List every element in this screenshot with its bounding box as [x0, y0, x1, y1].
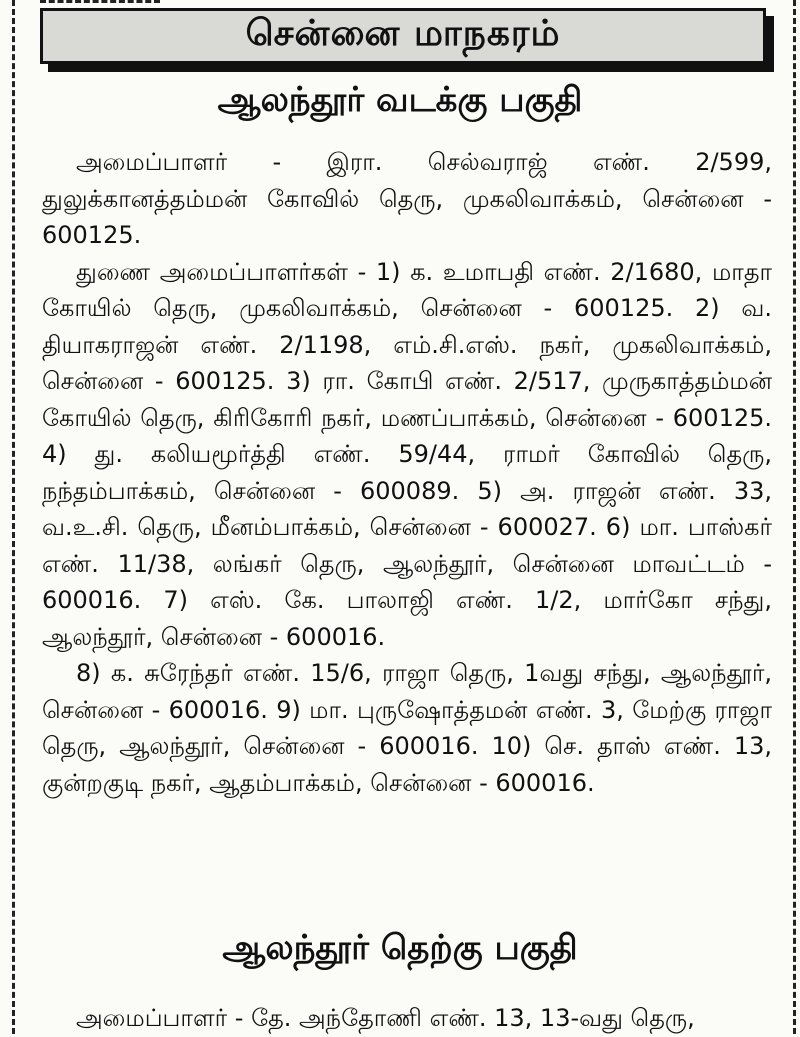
right-dashed-border [793, 0, 796, 1034]
paragraph-deputy-organizers-cont: 8) க. சுரேந்தர் எண். 15/6, ராஜா தெரு, 1வது சந்து, ஆலந்தூர், சென்னை - 600016. 9) மா. புருஷோத்தமன் எண். 3, மேற்கு ராஜா தெரு, ஆலந்தூர், சென்னை - 600016. 10) செ. தாஸ் எண். 13, குன்றகுடி நகர், ஆதம்பாக்கம், சென்னை - 600016. [42, 659, 772, 797]
section-heading-north: ஆலந்தூர் வடக்கு பகுதி [217, 80, 583, 120]
paragraph-organizer-south: அமைப்பாளர் - தே. அந்தோணி எண். 13, 13-வது தெரு, [76, 1004, 695, 1032]
banner-title: சென்னை மாநகரம் [40, 8, 766, 64]
banner-box [40, 8, 774, 72]
top-dashed-border [40, 0, 160, 3]
left-dashed-border [12, 0, 15, 1034]
paragraph-deputy-organizers: துணை அமைப்பாளர்கள் - 1) க. உமாபதி எண். 2/1680, மாதா கோயில் தெரு, முகலிவாக்கம், சென்னை - 600125. 2) வ. தியாகராஜன் எண். 2/1198, எம்.சி.எஸ். நகர், முகலிவாக்கம், சென்னை - 600125. 3) ரா. கோபி எண். 2/517, முருகாத்தம்மன் கோயில் தெரு, கிரிகோரி நகர், மணப்பாக்கம், சென்னை - 600125. 4) து. கலியமூர்த்தி எண். 59/44, ராமர் கோவில் தெரு, நந்தம்பாக்கம், சென்னை - 600089. 5) அ. ராஜன் எண். 33, வ.உ.சி. தெரு, மீனம்பாக்கம், சென்னை - 600027. 6) மா. பாஸ்கர் எண். 11/38, லங்கர் தெரு, ஆலந்தூர், சென்னை மாவட்டம் - 600016. 7) எஸ். கே. பாலாஜி எண். 1/2, மார்கோ சந்து, ஆலந்தூர், சென்னை - 600016. [42, 257, 772, 651]
paragraph-organizer: அமைப்பாளர் - இரா. செல்வராஜ் எண். 2/599, துலுக்கானத்தம்மன் கோவில் தெரு, முகலிவாக்கம், சென்னை - 600125. [42, 148, 772, 249]
section-body-south [42, 1000, 772, 1037]
section-heading-south: ஆலந்தூர் தெற்கு பகுதி [222, 928, 578, 968]
section-body-north [42, 144, 772, 801]
